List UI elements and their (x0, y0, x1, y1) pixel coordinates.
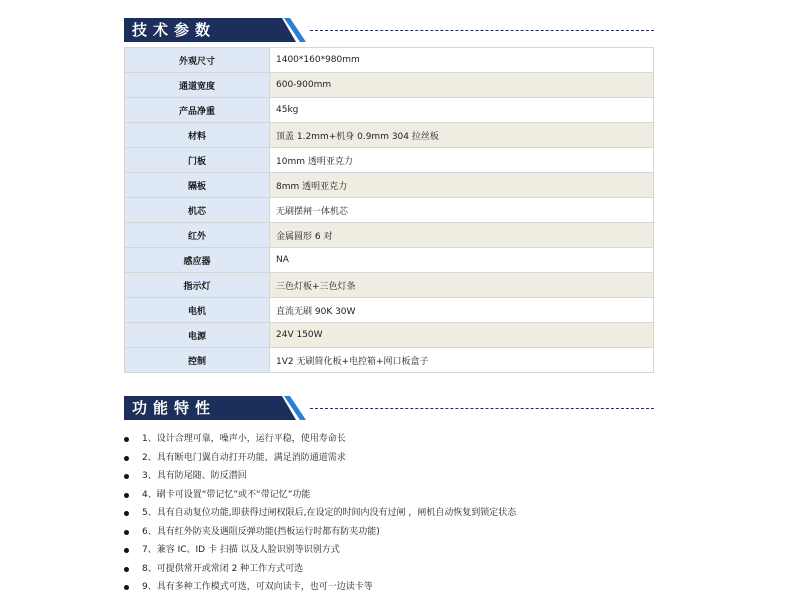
spec-label: 控制 (125, 348, 270, 373)
spec-value: 无刷摆闸一体机芯 (270, 198, 654, 223)
spec-label: 感应器 (125, 248, 270, 273)
specs-section-header (124, 16, 654, 44)
spec-label: 外观尺寸 (125, 48, 270, 73)
spec-value: 10mm 透明亚克力 (270, 148, 654, 173)
feature-item (124, 504, 654, 523)
spec-label: 门板 (125, 148, 270, 173)
spec-row (125, 148, 654, 173)
spec-row (125, 173, 654, 198)
spec-value: 1400*160*980mm (270, 48, 654, 73)
feature-text: 8、可提供常开或常闭 2 种工作方式可选 (142, 563, 304, 574)
bullet-dot-icon (124, 567, 129, 572)
spec-value: 600-900mm (270, 73, 654, 98)
specs-header-divider (310, 30, 654, 31)
spec-row (125, 48, 654, 73)
spec-value: 三色灯板+三色灯条 (270, 273, 654, 298)
spec-label: 电机 (125, 298, 270, 323)
spec-row (125, 323, 654, 348)
bullet-dot-icon (124, 437, 129, 442)
spec-table (124, 47, 654, 373)
bullet-dot-icon (124, 511, 129, 516)
bullet-dot-icon (124, 456, 129, 461)
spec-label: 通道宽度 (125, 73, 270, 98)
spec-row (125, 298, 654, 323)
feature-text: 9、具有多种工作模式可选，可双向读卡，也可一边读卡等 (142, 582, 373, 592)
spec-value: 1V2 无刷简化板+电控箱+网口板盒子 (270, 348, 654, 373)
bullet-dot-icon (124, 530, 129, 535)
spec-row (125, 123, 654, 148)
spec-label: 电源 (125, 323, 270, 348)
spec-label: 材料 (125, 123, 270, 148)
feature-item (124, 560, 654, 579)
feature-text: 1、设计合理可靠，噪声小，运行平稳，使用寿命长 (142, 434, 346, 444)
feature-item (124, 523, 654, 542)
feature-item (124, 467, 654, 486)
spec-label: 机芯 (125, 198, 270, 223)
spec-row (125, 98, 654, 123)
feature-text: 7、兼容 IC、ID 卡 扫描 以及人脸识别等识别方式 (142, 545, 340, 555)
feature-item (124, 449, 654, 468)
spec-row (125, 273, 654, 298)
features-header-divider (310, 408, 654, 409)
spec-value: 24V 150W (270, 323, 654, 348)
feature-item (124, 541, 654, 560)
feature-text: 2、具有断电门翼自动打开功能，满足消防通道需求 (142, 452, 346, 463)
spec-value: 8mm 透明亚克力 (270, 173, 654, 198)
spec-value: NA (270, 248, 654, 273)
spec-value: 45kg (270, 98, 654, 123)
spec-value: 顶盖 1.2mm+机身 0.9mm 304 拉丝板 (270, 123, 654, 148)
spec-row (125, 223, 654, 248)
spec-label: 产品净重 (125, 98, 270, 123)
spec-value: 金属圆形 6 对 (270, 223, 654, 248)
feature-text: 6、具有红外防夹及遇阻反弹功能(挡板运行时都有防夹功能) (142, 526, 380, 537)
spec-row (125, 248, 654, 273)
feature-text: 4、刷卡可设置“带记忆”或不“带记忆”功能 (142, 489, 311, 500)
spec-value: 直流无刷 90K 30W (270, 298, 654, 323)
feature-text: 3、具有防尾随、防反潜回 (142, 471, 247, 481)
spec-row (125, 73, 654, 98)
specs-section-title: 技术参数 (132, 21, 217, 39)
spec-label: 隔板 (125, 173, 270, 198)
bullet-dot-icon (124, 585, 129, 590)
spec-row (125, 198, 654, 223)
bullet-dot-icon (124, 474, 129, 479)
features-section-header (124, 394, 654, 422)
feature-item (124, 578, 654, 597)
feature-text: 5、具有自动复位功能,即获得过闸权限后,在设定的时间内没有过闸 ，闸机自动恢复到锁定状态 (142, 508, 517, 518)
bullet-dot-icon (124, 493, 129, 498)
spec-label: 指示灯 (125, 273, 270, 298)
feature-item (124, 430, 654, 449)
bullet-dot-icon (124, 548, 129, 553)
spec-row (125, 348, 654, 373)
feature-item (124, 486, 654, 505)
features-section-title: 功能特性 (132, 399, 217, 417)
feature-list (124, 430, 654, 597)
spec-label: 红外 (125, 223, 270, 248)
